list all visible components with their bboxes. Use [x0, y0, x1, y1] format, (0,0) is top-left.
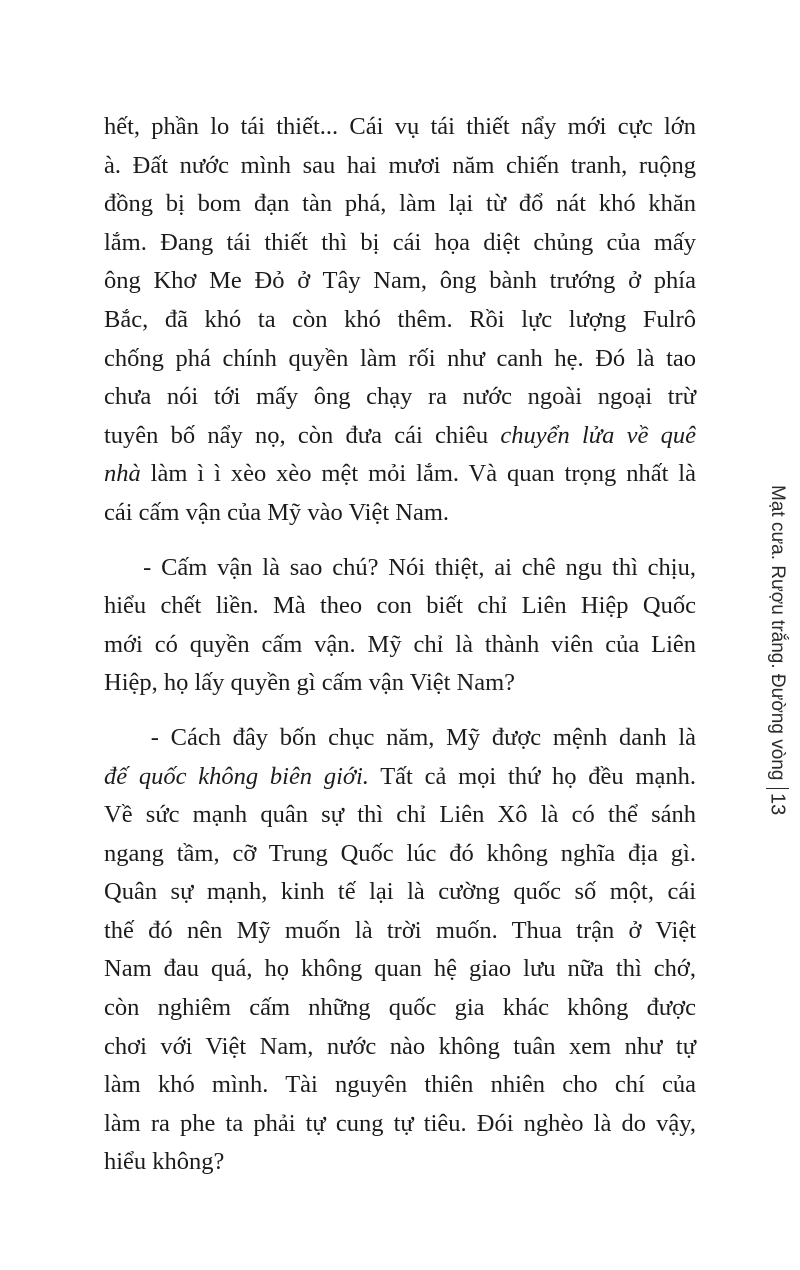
text-segment: thế đó nên Mỹ muốn là trời muốn. Thua trận ở Việt [104, 916, 696, 944]
text-line [104, 301, 696, 340]
text-segment: tuyên bố nẩy nọ, còn đưa cái chiêu [104, 421, 501, 449]
text-line [104, 378, 696, 417]
paragraph-gap [104, 703, 696, 719]
body-text [104, 108, 696, 1182]
text-segment: mới có quyền cấm vận. Mỹ chỉ là thành viên của Liên [104, 630, 696, 658]
page-number: 13 [766, 788, 789, 815]
text-line [104, 719, 696, 758]
text-line [104, 224, 696, 263]
text-segment: ông Khơ Me Đỏ ở Tây Nam, ông bành trướng ở phía [104, 267, 696, 295]
text-segment: chưa nói tới mấy ông chạy ra nước ngoài ngoại trừ [104, 383, 696, 411]
text-line [104, 1028, 696, 1067]
text-line [104, 664, 696, 703]
text-line [104, 873, 696, 912]
text-segment: đồng bị bom đạn tàn phá, làm lại từ đổ nát khó khăn [104, 190, 696, 218]
text-segment: chơi với Việt Nam, nước nào không tuân xem như tự [104, 1032, 696, 1060]
text-segment: hết, phần lo tái thiết... Cái vụ tái thiết nẩy mới cực lớn [104, 113, 696, 140]
text-segment: cái cấm vận của Mỹ vào Việt Nam. [104, 498, 450, 526]
text-line [104, 950, 696, 989]
text-line [104, 455, 696, 494]
text-line [104, 835, 696, 874]
text-segment: làm ra phe ta phải tự cung tự tiêu. Đói nghèo là do vậy, [104, 1109, 696, 1137]
text-segment: - Cấm vận là sao chú? Nói thiệt, ai chê ngu thì chịu, [104, 553, 696, 581]
text-line [104, 912, 696, 951]
text-line [104, 1143, 696, 1182]
text-line [104, 989, 696, 1028]
text-segment: hiểu chết liền. Mà theo con biết chỉ Liên Hiệp Quốc [104, 592, 696, 620]
text-segment: ngang tầm, cỡ Trung Quốc lúc đó không nghĩa địa gì. [104, 839, 696, 867]
text-line [104, 758, 696, 797]
text-line [104, 1066, 696, 1105]
text-line [104, 796, 696, 835]
text-line [104, 587, 696, 626]
running-header-title: Mạt cưa. Rượu trắng. Đường vòng [767, 485, 788, 781]
text-segment: Về sức mạnh quân sự thì chỉ Liên Xô là có thể sánh [104, 801, 696, 829]
text-line [104, 185, 696, 224]
text-line [104, 147, 696, 186]
text-segment: chống phá chính quyền làm rối như canh hẹ. Đó là tao [104, 344, 696, 372]
text-segment: Tất cả mọi thứ họ đều mạnh. [368, 762, 696, 790]
text-segment: làm khó mình. Tài nguyên thiên nhiên cho chí của [104, 1071, 696, 1099]
italic-phrase: đế quốc không biên giới. [104, 762, 369, 790]
text-segment: Quân sự mạnh, kinh tế lại là cường quốc số một, cái [104, 878, 696, 906]
text-line [104, 1105, 696, 1144]
text-line [104, 417, 696, 456]
text-segment: lắm. Đang tái thiết thì bị cái họa diệt chủng của mấy [104, 228, 696, 256]
text-segment: còn nghiêm cấm những quốc gia khác không được [104, 994, 696, 1022]
text-line [104, 494, 696, 533]
text-segment: Hiệp, họ lấy quyền gì cấm vận Việt Nam? [104, 669, 516, 697]
italic-phrase: nhà [104, 460, 141, 488]
text-segment: Bắc, đã khó ta còn khó thêm. Rồi lực lượng Fulrô [104, 305, 696, 333]
text-segment: à. Đất nước mình sau hai mươi năm chiến tranh, ruộng [104, 151, 696, 179]
text-line [104, 262, 696, 301]
text-segment: làm ì ì xèo xèo mệt mỏi lắm. Và quan trọng nhất là [140, 460, 696, 488]
text-segment: - Cách đây bốn chục năm, Mỹ được mệnh danh là [104, 723, 696, 751]
text-segment: hiểu không? [104, 1148, 225, 1176]
running-header [760, 485, 794, 845]
text-line [104, 340, 696, 379]
paragraph-gap [104, 533, 696, 549]
text-line [104, 626, 696, 665]
text-segment: Nam đau quá, họ không quan hệ giao lưu nữa thì chớ, [104, 955, 696, 983]
italic-phrase: chuyển lửa về quê [500, 421, 696, 449]
text-line [104, 549, 696, 588]
text-line [104, 108, 696, 147]
